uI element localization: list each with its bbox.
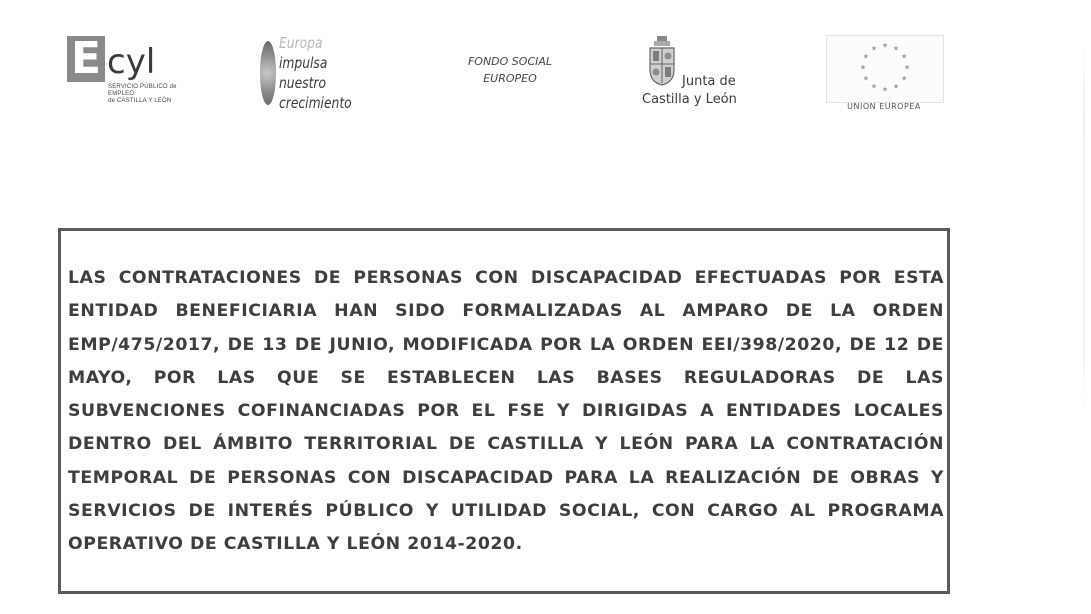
notice-text: LAS CONTRATACIONES DE PERSONAS CON DISCAPACIDAD EFECTUADAS POR ESTA ENTIDAD BENEFICIARIA HAN SIDO FORMALIZADAS AL AMPARO DE LA ORDEN EMP/475/2017, DE 13 DE JUNIO, MODIFICADA POR LA ORDEN EEI/398/2020, DE 12 DE MAYO, POR LAS QUE SE ESTABLECEN LAS BASES REGULADORAS DE LAS SUBVENCIONES COFINANCIADAS POR EL FSE Y DIRIGIDAS A ENTIDADES LOCALES DENTRO DEL ÁMBITO TERRITORIAL DE CASTILLA Y LEÓN PARA LA CONTRATACIÓN TEMPORAL DE PERSONAS CON DISCAPACIDAD PARA LA REALIZACIÓN DE OBRAS Y SERVICIOS DE INTERÉS PÚBLICO Y UTILIDAD SOCIAL, CON CARGO AL PROGRAMA OPERATIVO DE CASTILLA Y LEÓN 2014-2020. [68, 268, 944, 555]
fse-line1: FONDO SOCIAL [467, 55, 553, 68]
page-edge-shadow [1083, 40, 1085, 420]
eu-star-icon: ★ [862, 74, 870, 83]
notice-box [58, 228, 950, 594]
eu-star-icon: ★ [881, 41, 889, 50]
junta-line2: Castilla y León [642, 92, 737, 107]
eu-star-icon: ★ [900, 52, 908, 61]
eu-star-icon: ★ [862, 52, 870, 61]
ecyl-mark-text: cyl [107, 42, 156, 82]
fse-line2: EUROPEO [483, 72, 537, 85]
ecyl-mark-letter: E [67, 36, 105, 82]
impulsa-line2: nuestro crecimiento [279, 74, 352, 112]
eu-star-icon: ★ [900, 74, 908, 83]
eu-star-icon: ★ [870, 82, 878, 91]
coat-of-arms-icon [648, 36, 676, 86]
impulsa-text [279, 33, 370, 113]
eu-star-icon: ★ [870, 44, 878, 53]
union-europea-logo [826, 35, 944, 115]
eu-star-icon: ★ [892, 44, 900, 53]
junta-line1: Junta de [682, 74, 736, 89]
ue-caption: UNION EUROPEA [847, 102, 921, 111]
ecyl-subtitle-line1: SERVICIO PÚBLICO de EMPLEO [108, 84, 177, 97]
junta-castilla-leon-logo [640, 36, 760, 116]
impulsa-line1-faint: Europa [279, 34, 323, 52]
ecyl-subtitle-line2: de CASTILLA Y LEÓN [108, 98, 172, 104]
ecyl-subtitle [108, 84, 203, 105]
eu-stars-flag-icon [826, 35, 944, 103]
ecyl-mark [67, 32, 207, 82]
europa-impulsa-logo [260, 34, 390, 112]
eu-star-icon: ★ [903, 63, 911, 72]
europa-emblem-icon [260, 41, 276, 105]
eu-star-icon: ★ [859, 63, 867, 72]
eu-star-icon: ★ [881, 85, 889, 94]
impulsa-line1: impulsa [279, 54, 328, 72]
fondo-social-europeo-logo [460, 53, 560, 87]
eu-star-icon: ★ [892, 82, 900, 91]
ecyl-logo [67, 32, 207, 108]
